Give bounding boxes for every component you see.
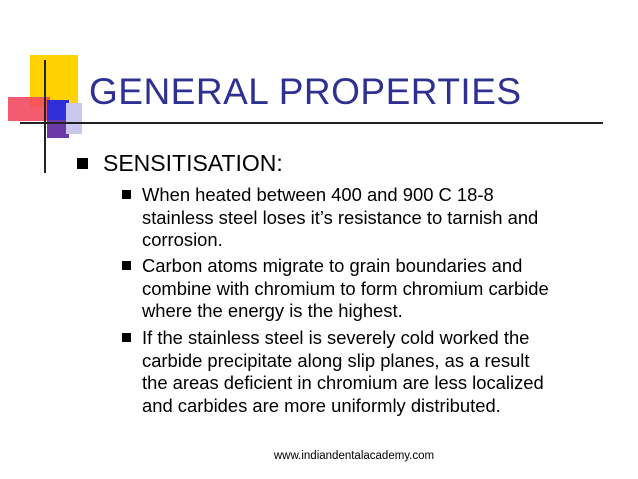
square-bullet-icon: [122, 190, 131, 199]
bullet-heading: SENSITISATION:: [103, 150, 283, 176]
bullet-text: When heated between 400 and 900 C 18-8 stainless steel loses it’s resistance to tarnish and corrosion.: [142, 184, 539, 250]
bullet-text: If the stainless steel is severely cold worked the carbide precipitate along slip planes, as a result the areas deficient in chromium are less localized and carbides are more uniformly distributed.: [142, 327, 544, 416]
square-bullet-icon: [122, 333, 131, 342]
level-2-bullet-item: [122, 184, 612, 252]
square-bullet-icon: [77, 158, 88, 169]
level-2-bullet-item: [122, 255, 612, 323]
horizontal-rule: [20, 122, 603, 124]
slide-title: GENERAL PROPERTIES: [89, 71, 522, 112]
square-bullet-icon: [122, 261, 131, 270]
light-blue-square-decoration: [66, 103, 82, 134]
level-1-bullet-item: [77, 150, 283, 177]
bullet-text: Carbon atoms migrate to grain boundaries and combine with chromium to form chromium carbide where the energy is the highest.: [142, 255, 549, 321]
vertical-rule: [44, 60, 46, 173]
footer-url: www.indiandentalacademy.com: [273, 450, 435, 462]
level-2-bullet-item: [122, 327, 612, 417]
